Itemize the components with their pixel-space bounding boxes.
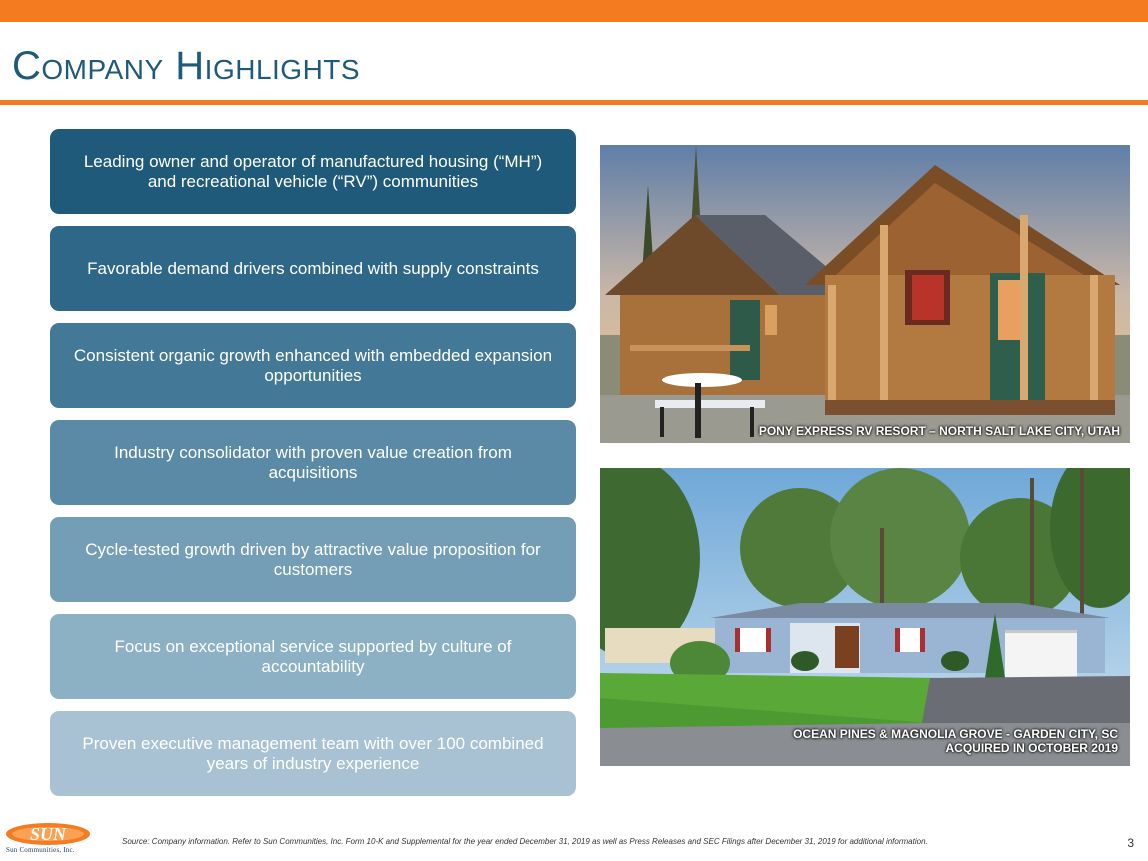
sun-communities-logo [6, 818, 98, 858]
page-number: 3 [1127, 836, 1134, 850]
top-photo-caption: PONY EXPRESS RV RESORT – NORTH SALT LAKE CITY, UTAH [758, 424, 1120, 438]
highlight-box-3 [50, 323, 576, 408]
bottom-caption-line-1: OCEAN PINES & MAGNOLIA GROVE - GARDEN CITY, SC [793, 727, 1118, 741]
rv-resort-cabins-photo [600, 145, 1130, 443]
highlight-box-2 [50, 226, 576, 311]
highlight-box-4 [50, 420, 576, 505]
bottom-photo-caption [700, 727, 1118, 755]
manufactured-home-photo [600, 468, 1130, 766]
highlight-text: Cycle-tested growth driven by attractive value proposition for customers [85, 539, 541, 579]
highlight-box-5 [50, 517, 576, 602]
highlight-box-7 [50, 711, 576, 796]
bottom-caption-line-2: ACQUIRED IN OCTOBER 2019 [945, 741, 1118, 755]
sun-logo-mark [6, 818, 98, 848]
title-divider [0, 100, 1148, 105]
page-title: Company Highlights [12, 44, 361, 88]
logo-subtext: Sun Communities, Inc. [6, 846, 75, 854]
highlight-text: Focus on exceptional service supported by culture of accountability [114, 636, 512, 676]
source-note: Source: Company information. Refer to Sun Communities, Inc. Form 10-K and Supplemental for the year ended December 31, 2019 as well as Press Releases and SEC Filings after December 31, 2019 for additional information. [122, 837, 928, 846]
highlight-text: Industry consolidator with proven value creation from acquisitions [114, 442, 512, 482]
top-accent-bar [0, 0, 1148, 22]
highlight-box-1 [50, 129, 576, 214]
logo-wordmark: SUN [29, 824, 67, 844]
highlight-text: Proven executive management team with over 100 combined years of industry experience [82, 733, 544, 773]
highlight-box-6 [50, 614, 576, 699]
highlight-text: Favorable demand drivers combined with supply constraints [87, 258, 539, 278]
highlight-text: Consistent organic growth enhanced with embedded expansion opportunities [73, 345, 553, 385]
highlight-text: Leading owner and operator of manufactured housing (“MH”) and recreational vehicle (“RV”) communities [83, 151, 543, 191]
